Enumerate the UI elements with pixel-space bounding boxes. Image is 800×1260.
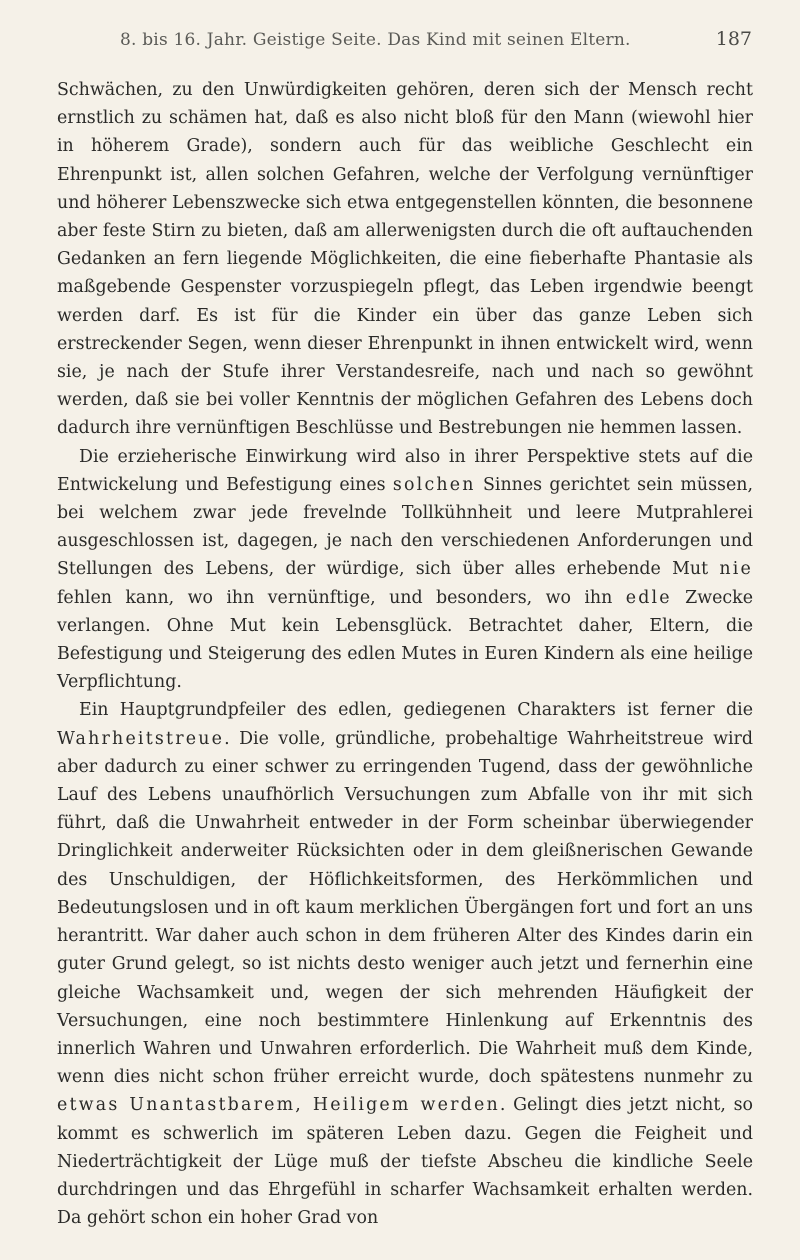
body-text <box>57 76 753 1232</box>
paragraph-text: Ein Hauptgrundpfeiler des edlen, gediegenen Charakters ist ferner die <box>79 700 753 721</box>
paragraph-text: fehlen kann, wo ihn vernünftige, und besonders, wo ihn <box>57 587 626 608</box>
paragraph-text: Sinnes gerichtet sein müssen, bei welchem zwar jede frevelnde Tollkühnheit und leere Mutprahlerei ausgeschlossen ist, dagegen, je nach den verschiedenen Anforderungen und Stellungen des Lebens, der würdige, sich über alles erhebende Mut <box>57 474 753 580</box>
emphasized-word: nie <box>719 559 753 580</box>
emphasized-word: etwas Unantastbarem, Heiligem werden <box>57 1095 500 1116</box>
emphasized-word: Wahrheitstreue <box>57 728 225 749</box>
paragraph-text: Zwecke verlangen. Ohne Mut kein Lebensglück. Betrachtet daher, Eltern, die Befestigung und Steigerung des edlen Mutes in Euren Kindern als eine heilige Verpflichtung. <box>57 587 754 693</box>
paragraph-3 <box>57 696 753 1232</box>
emphasized-word: solchen <box>392 474 476 495</box>
page-number: 187 <box>715 28 752 50</box>
paragraph-text: . Gelingt dies jetzt nicht, so kommt es schwerlich im späteren Leben dazu. Gegen die Feigheit und Niederträchtigkeit der Lüge muß der tiefste Abscheu die kindliche Seele durchdringen und das Ehrgefühl in scharfer Wachsamkeit erhalten werden. Da gehört schon ein hoher Grad von <box>57 1095 753 1229</box>
paragraph-2 <box>57 443 753 697</box>
paragraph-text: Die erzieherische Einwirkung wird also in ihrer Perspektive stets auf die Entwickelung und Befestigung eines <box>57 446 753 495</box>
paragraph-text: . Die volle, gründliche, probehaltige Wahrheitstreue wird aber dadurch zu einer schwer zu erringenden Tugend, dass der gewöhnliche Lauf des Lebens unaufhörlich Versuchungen zum Abfalle von ihr mit sich führt, daß die Unwahrheit entweder in der Form scheinbar überwiegender Dringlichkeit anderweiter Rücksichten oder in dem gleißnerischen Gewande des Unschuldigen, der Höflichkeitsformen, des Herkömmlichen und Bedeutungslosen und in oft kaum merklichen Übergängen fort und fort an uns herantritt. War daher auch schon in dem früheren Alter des Kindes darin ein guter Grund gelegt, so ist nichts desto weniger auch jetzt und fernerhin eine gleiche Wachsamkeit und, wegen der sich mehrenden Häufigkeit der Versuchungen, eine noch bestimmtere Hinlenkung auf Erkenntnis des innerlich Wahren und Unwahren erforderlich. Die Wahrheit muß dem Kinde, wenn dies nicht schon früher erreicht wurde, doch spätestens nunmehr zu <box>57 728 753 1088</box>
paragraph-1 <box>57 76 753 443</box>
paragraph-text: Schwächen, zu den Unwürdigkeiten gehören, deren sich der Mensch recht ernstlich zu schämen hat, daß es also nicht bloß für den Mann (wiewohl hier in höherem Grade), sondern auch für das weibliche Geschlecht ein Ehrenpunkt ist, allen solchen Gefahren, welche der Verfolgung vernünftiger und höherer Lebenszwecke sich etwa entgegenstellen könnten, die besonnene aber feste Stirn zu bieten, daß am allerwenigsten durch die oft auftauchenden Gedanken an fern liegende Möglichkeiten, die eine fieberhafte Phantasie als maßgebende Gespenster vorzuspiegeln pflegt, das Leben irgendwie beengt werden darf. Es ist für die Kinder ein über das ganze Leben sich erstreckender Segen, wenn dieser Ehrenpunkt in ihnen entwickelt wird, wenn sie, je nach der Stufe ihrer Verstandesreife, nach und nach so gewöhnt werden, daß sie bei voller Kenntnis der möglichen Gefahren des Lebens doch dadurch ihre vernünftigen Beschlüsse und Bestrebungen nie hemmen lassen. <box>57 80 753 439</box>
emphasized-word: edle <box>625 587 672 608</box>
running-head: 8. bis 16. Jahr. Geistige Seite. Das Kind mit seinen Eltern. <box>120 30 631 50</box>
